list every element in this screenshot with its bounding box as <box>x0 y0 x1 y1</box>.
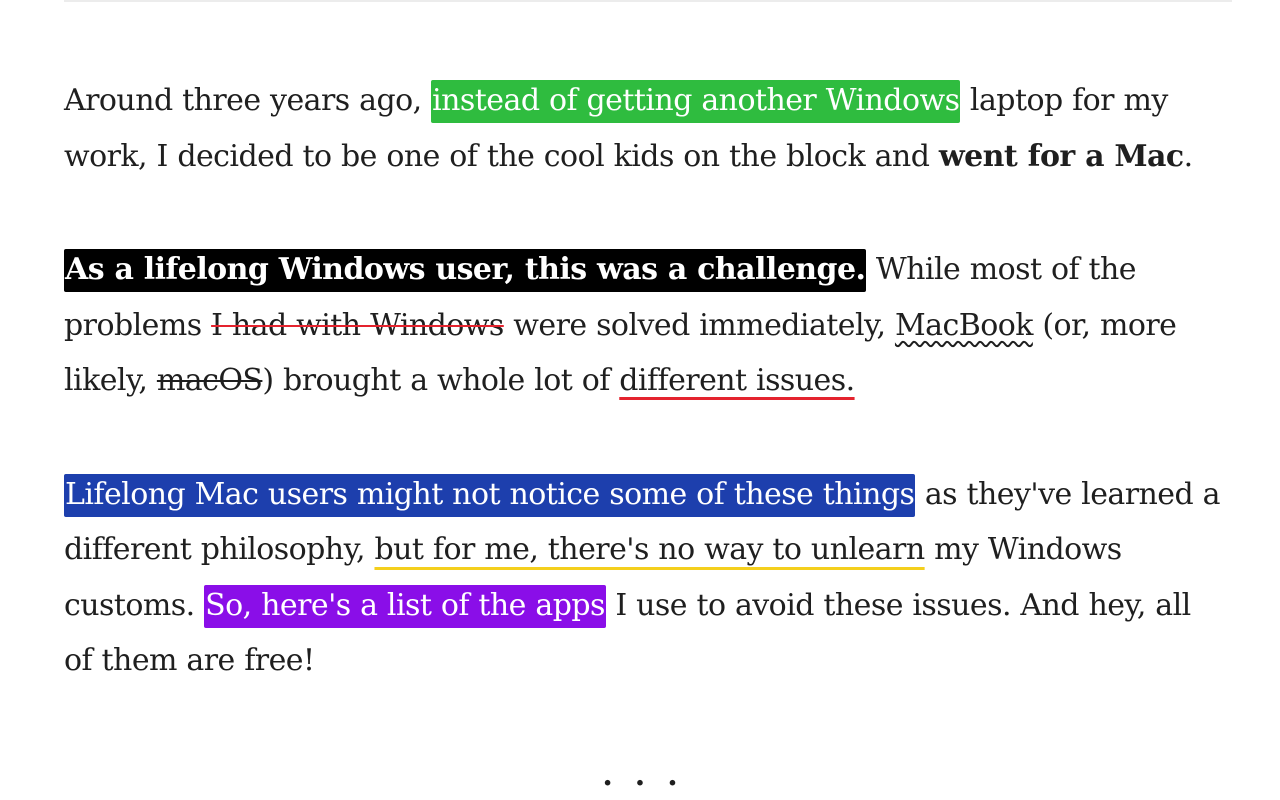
text-run: I use to avoid these issues. And hey, all of them are free! <box>64 587 1191 678</box>
top-divider <box>64 0 1232 2</box>
text-run: were solved immediately, <box>503 307 895 343</box>
paragraph-2 <box>64 242 1224 409</box>
paragraph-3 <box>64 467 1224 689</box>
text-run: (or, more likely, <box>64 307 1177 398</box>
strikethrough-text: macOS <box>156 363 263 398</box>
text-run: as they've learned a different philosophy, <box>64 476 1220 567</box>
wavy-underline-text: MacBook <box>894 307 1033 343</box>
bold-text: went for a Mac <box>938 138 1184 174</box>
yellow-underline-text: but for me, there's no way to unlearn <box>374 532 925 567</box>
text-run: . <box>1183 138 1193 174</box>
text-run: While most of the problems <box>64 252 1136 343</box>
red-strikethrough-text: I had with Windows <box>211 307 504 343</box>
purple-highlight: So, here's a list of the apps <box>204 585 606 628</box>
green-highlight: instead of getting another Windows <box>431 80 960 123</box>
text-run: my Windows customs. <box>64 532 1122 623</box>
article-body <box>64 73 1224 747</box>
blue-highlight: Lifelong Mac users might not notice some of these things <box>64 474 915 517</box>
text-run: Around three years ago, <box>64 83 432 118</box>
section-separator: ... <box>602 758 700 793</box>
red-underline-text: different issues. <box>619 363 855 398</box>
text-run: laptop for my work, I decided to be one of the cool kids on the block and <box>64 83 1168 174</box>
black-highlight: As a lifelong Windows user, this was a challenge. <box>64 249 866 292</box>
text-run: ) brought a whole lot of <box>262 363 620 398</box>
paragraph-1 <box>64 73 1224 184</box>
